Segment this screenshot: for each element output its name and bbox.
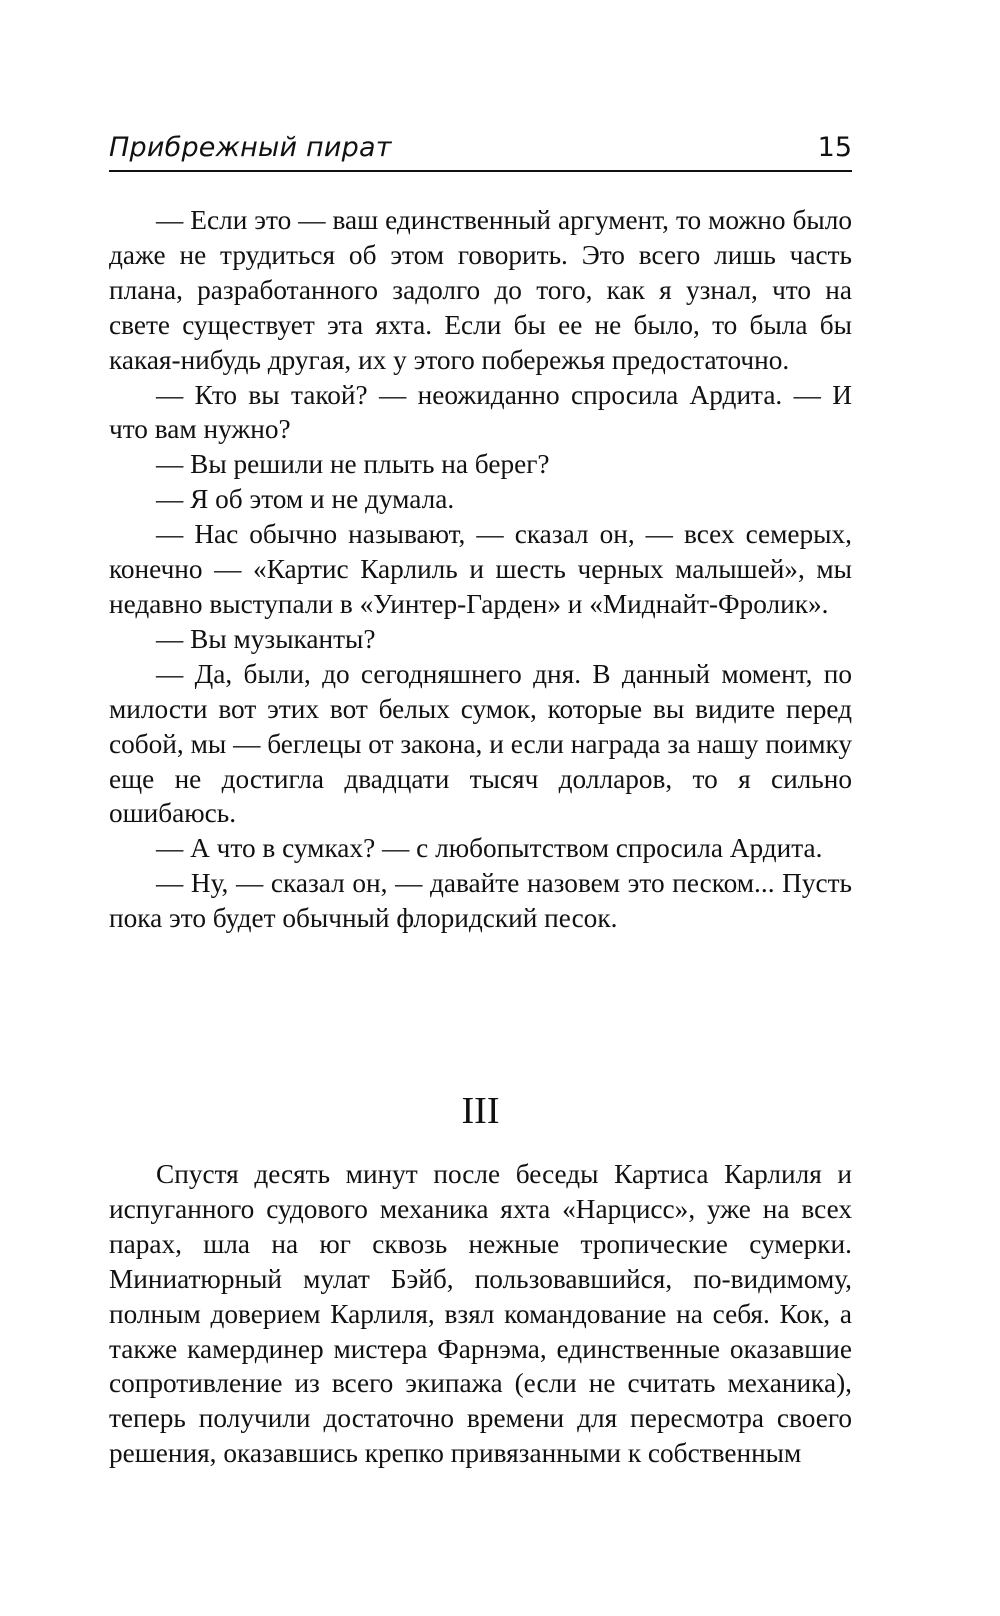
paragraph: — Я об этом и не думала. bbox=[156, 484, 455, 515]
paragraph: — Нас обычно называют, — сказал он, — всех семерых, конечно — «Картис Карлиль и шесть черных малышей», мы недавно выступали в «Уинтер-Гарден» и «Миднайт-Фролик». bbox=[109, 519, 852, 619]
running-title: Прибрежный пират bbox=[109, 132, 392, 163]
paragraph: Спустя десять минут после беседы Картиса Карлиля и испуганного судового механика яхта «Нарцисс», уже на всех парах, шла на юг сквозь нежные тропические сумерки. Миниатюрный мулат Бэйб, пользовавшийся, по-видимому, полным доверием Карлиля, взял командование на себя. Кок, а также камердинер мистера Фарнэма, единственные оказавшие сопротивление из всего экипажа (если не считать механика), теперь получили достаточно времени для пересмотра своего решения, оказавшись крепко привязанными к собственным bbox=[109, 1159, 852, 1469]
paragraph: — А что в сумках? — с любопытством спросила Ардита. bbox=[156, 833, 823, 864]
paragraph: — Кто вы такой? — неожиданно спросила Ардита. — И что вам нужно? bbox=[109, 379, 852, 445]
paragraph: — Если это — ваш единственный аргумент, то можно было даже не трудиться об этом говорить. Это всего лишь часть плана, разработанного задолго до того, как я узнал, что на свете существует эта яхта. Если бы ее не было, то была бы какая-нибудь другая, их у этого побережья предостаточно. bbox=[109, 205, 852, 375]
chapter-text bbox=[109, 1157, 852, 1471]
running-header bbox=[109, 126, 852, 172]
paragraph: — Ну, — сказал он, — давайте назовем это песком... Пусть пока это будет обычный флоридский песок. bbox=[109, 868, 852, 934]
dialogue-section bbox=[109, 203, 852, 936]
paragraph: — Да, были, до сегодняшнего дня. В данный момент, по милости вот этих вот белых сумок, которые вы видите перед собой, мы — беглецы от закона, и если награда за нашу поимку еще не достигла двадцати тысяч долларов, то я сильно ошибаюсь. bbox=[109, 658, 852, 829]
paragraph: — Вы музыканты? bbox=[156, 623, 376, 654]
chapter-heading: III bbox=[461, 1090, 500, 1132]
page-number: 15 bbox=[817, 132, 852, 163]
paragraph: — Вы решили не плыть на берег? bbox=[156, 449, 550, 480]
